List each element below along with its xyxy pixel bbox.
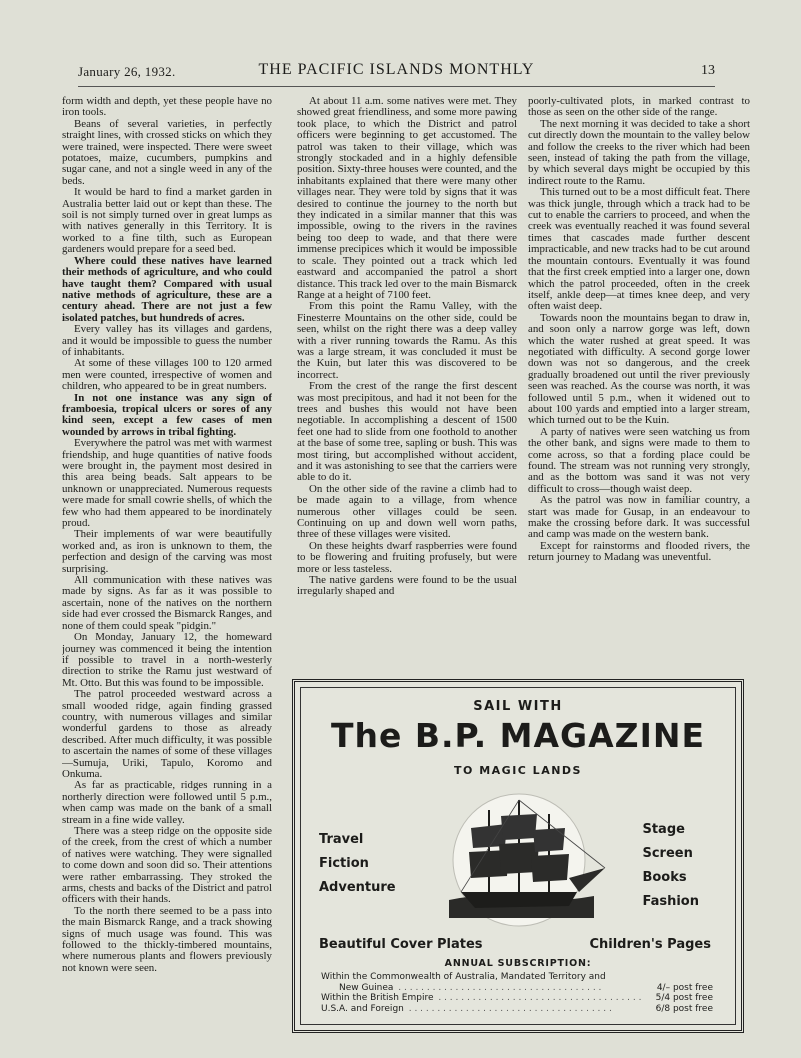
article-paragraph: From the crest of the range the first descent was most precipitous, and had it not been for the trees and bushes this would not have been negotiable. In accomplishing a descent of 1500 feet one had to slide from one foothold to another at the base of some tree, sapling or bush. This was most tiring, but accomplished without accident, and it was astonishing to see that the carriers were able to do it. — [297, 380, 517, 484]
article-paragraph: On Monday, January 12, the homeward journey was commenced it being the intention if possible to travel in a north-westerly direction to strike the Ramu just westward of Mt. Otto. But this was found to be impossible. — [62, 631, 272, 689]
article-paragraph: From this point the Ramu Valley, with the Finesterre Mountains on the other side, could be seen, whilst on the right there was a deep valley with a river running towards the Ramu. As this was a large stream, it was concluded it must be the Kuin, but later this was discovered to be incorrect. — [297, 300, 517, 381]
article-paragraph: The next morning it was decided to take a short cut directly down the mountain to the valley below and follow the creeks to the river which had been seen, instead of taking the path from the village, by which several days might be occupied by this indirect route to the Ramu. — [528, 117, 750, 187]
article-paragraph: Everywhere the patrol was met with warmest friendship, and huge quantities of native foods were brought in, the payment most desired in this area being beads. Salt appears to be unknown or unappreciated. Numerous requests were made for small cowrie shells, of which the few who had them appeared to be inordinately proud. — [62, 437, 272, 530]
ad-subscription-intro: Within the Commonwealth of Australia, Mandated Territory and — [321, 972, 606, 982]
article-paragraph: As the patrol was now in familiar country, a start was made for Gusap, in an endeavour to make the crossing before dark. It was successful and camp was made on the western bank. — [528, 494, 750, 541]
article-paragraph: It would be hard to find a market garden in Australia better laid out or kept than these. The soil is not simply turned over in great lumps as with natives generally in this Territory. It is worked to a fine tilth, such as European gardeners would prepare for a seed bed. — [62, 186, 272, 256]
ad-right-list — [642, 818, 699, 914]
rate-price: 5/4 post free — [652, 993, 713, 1004]
ad-item-screen: Screen — [642, 846, 693, 861]
ad-item-books: Books — [642, 870, 687, 885]
ad-item-fashion: Fashion — [642, 894, 699, 909]
article-column-1 — [62, 96, 272, 1036]
ad-cover-plates: Beautiful Cover Plates — [319, 937, 483, 952]
rate-row-british-empire — [321, 993, 713, 1004]
article-paragraph: form width and depth, yet these people have no iron tools. — [62, 96, 272, 119]
issue-date: January 26, 1932. — [78, 64, 176, 79]
article-paragraph: To the north there seemed to be a pass into the main Bismarck Range, and a track showing signs of much usage was found. This was followed to the thickly-timbered mountains, where numerous plants and flowers previously not known were seen. — [62, 904, 272, 974]
article-paragraph: Except for rainstorms and flooded rivers, the return journey to Madang was uneventful. — [528, 539, 750, 564]
article-paragraph: Where could these natives have learned their methods of agriculture, and who could have taught them? Compared with usual native methods of agriculture, these are a century ahead. There are not just a few isolated patches, but hundreds of acres. — [62, 254, 272, 324]
article-column-2 — [297, 96, 517, 670]
rate-row-new-guinea — [321, 983, 713, 994]
ad-item-fiction: Fiction — [319, 856, 369, 871]
ad-magazine-name: The B.P. MAGAZINE — [330, 716, 706, 755]
article-column-3 — [528, 96, 750, 670]
article-paragraph: Towards noon the mountains began to draw in, and soon only a narrow gorge was left, down which the water rushed at great speed. It was negotiated with difficulty. A second gorge lower down was not so dangerous, and the creek gradually broadened out until the river previously seen was reached. As the course was north, it was followed until 5 p.m., when it widened out to about 100 yards and emptied into a larger stream, which turned out to be the Kuin. — [528, 311, 750, 427]
ad-item-stage: Stage — [642, 822, 685, 837]
ad-tagline: TO MAGIC LANDS — [454, 764, 582, 777]
article-paragraph: There was a steep ridge on the opposite side of the creek, from the crest of which a number of natives were watching. They were signalled to come down and soon did so. Their attentions were rather embarrassing. They stroked the arms, chests and backs of the District and patrol officers with their hands. — [62, 825, 272, 906]
ad-item-travel: Travel — [319, 832, 364, 847]
article-paragraph: At about 11 a.m. some natives were met. They showed great friendliness, and some more pawing took place, to which the District and patrol officers were beginning to get accustomed. The patrol was taken to their village, which was strongly stockaded and in a highly defensible position. Sixty-three houses were counted, and the inhabitants explained that there were many other villages near. They were told by signs that it was desired to continue the journey to the north but they indicated in a similar manner that this was impossible, owing to the rivers in the ravines being too deep to wade, and that there were immense precipices which it would be impossible to scale. They pointed out a track which led eastward and accompanied the patrol a short distance. This track led over to the main Bismarck Range at a height of 7100 feet. — [297, 96, 517, 301]
rate-price: 4/– post free — [653, 983, 713, 994]
leader-dots: . . . . . . . . . . . . . . . . . . . . . . . . . . . . . . . . . . . . — [405, 1003, 612, 1014]
sailing-ship-illustration — [419, 788, 619, 928]
rate-row-usa-foreign — [321, 1004, 713, 1015]
ad-sail-with: SAIL WITH — [473, 699, 563, 714]
article-paragraph: A party of natives were seen watching us from the other bank, and signs were made to them to come across, so that a fording place could be found. The stream was not running very strongly, and as the bottom was sand it was not very difficult to cross—though waist deep. — [528, 425, 750, 495]
rate-label: New Guinea — [339, 982, 394, 993]
ad-inner-border — [300, 687, 736, 1025]
ad-subscription-heading: ANNUAL SUBSCRIPTION: — [444, 958, 592, 969]
article-paragraph: At some of these villages 100 to 120 armed men were counted, irrespective of women and children, who appeared to be in great numbers. — [62, 357, 272, 393]
ad-item-adventure: Adventure — [319, 880, 396, 895]
publication-title: THE PACIFIC ISLANDS MONTHLY — [258, 61, 535, 78]
article-paragraph: On these heights dwarf raspberries were found to be flowering and fruiting profusely, but were more or less tasteless. — [297, 539, 517, 575]
rate-label: U.S.A. and Foreign — [321, 1003, 404, 1014]
article-paragraph: The native gardens were found to be the usual irregularly shaped and — [297, 574, 517, 598]
leader-dots: . . . . . . . . . . . . . . . . . . . . . . . . . . . . . . . . . . . . — [435, 993, 642, 1003]
leader-dots: . . . . . . . . . . . . . . . . . . . . . . . . . . . . . . . . . . . . — [395, 982, 602, 993]
article-paragraph: This turned out to be a most difficult feat. There was thick jungle, through which a track had to be cut to enable the carriers to proceed, and when the creek was eventually reached it was found several times that cascades made further descent impracticable, and new tracks had to be cut around the mountain contours. Eventually it was found that the first creek emptied into a larger one, down which the patrol proceeded, often in the creek itself, ankle deep—at times knee deep, and very often waist deep. — [528, 186, 750, 313]
page-header — [78, 60, 715, 87]
article-paragraph: In not one instance was any sign of framboesia, tropical ulcers or sores of any kind seen, except a few cases of men wounded by arrows in tribal fighting. — [62, 391, 272, 438]
rate-price: 6/8 post free — [652, 1004, 713, 1015]
article-paragraph: Every valley has its villages and gardens, and it would be impossible to guess the number of inhabitants. — [62, 323, 272, 358]
article-paragraph: Their implements of war were beautifully worked and, as iron is unknown to them, the perfection and design of the carving was most surprising. — [62, 528, 272, 575]
article-paragraph: As far as practicable, ridges running in a northerly direction were followed until 5 p.m., when camp was made on the bank of a small stream in a fine wide valley. — [62, 779, 272, 826]
bp-magazine-advertisement — [292, 679, 744, 1033]
article-paragraph: Beans of several varieties, in perfectly straight lines, with crossed sticks on which they were trained, were inspected. There were sweet potatoes, maize, cucumbers, pumpkins and sugar cane, and not a single weed in any of the beds. — [62, 117, 272, 187]
article-paragraph: poorly-cultivated plots, in marked contrast to those as seen on the other side of the range. — [528, 96, 750, 119]
ad-childrens-pages: Children's Pages — [589, 937, 711, 952]
page-number: 13 — [701, 63, 715, 78]
article-paragraph: All communication with these natives was made by signs. As far as it was possible to ascertain, none of the natives on the northern side had ever crossed the Bismarck Ranges, and none of them could speak "pidgin." — [62, 574, 272, 632]
rate-label: Within the British Empire — [321, 993, 434, 1003]
ad-left-list — [319, 828, 396, 900]
article-paragraph: On the other side of the ravine a climb had to be made again to a village, from whence numerous other villages could be seen. Continuing on up and down well worn paths, three of these villages were visited. — [297, 482, 517, 541]
ad-subscription-rates — [321, 972, 713, 1014]
article-paragraph: The patrol proceeded westward across a small wooded ridge, again finding grassed country, with numerous villages and similar wonderful gardens to those as already described. After much difficulty, it was possible to ascertain the names of some of these villages—Sumuja, Uriki, Tapulo, Koromo and Onkuma. — [62, 688, 272, 780]
